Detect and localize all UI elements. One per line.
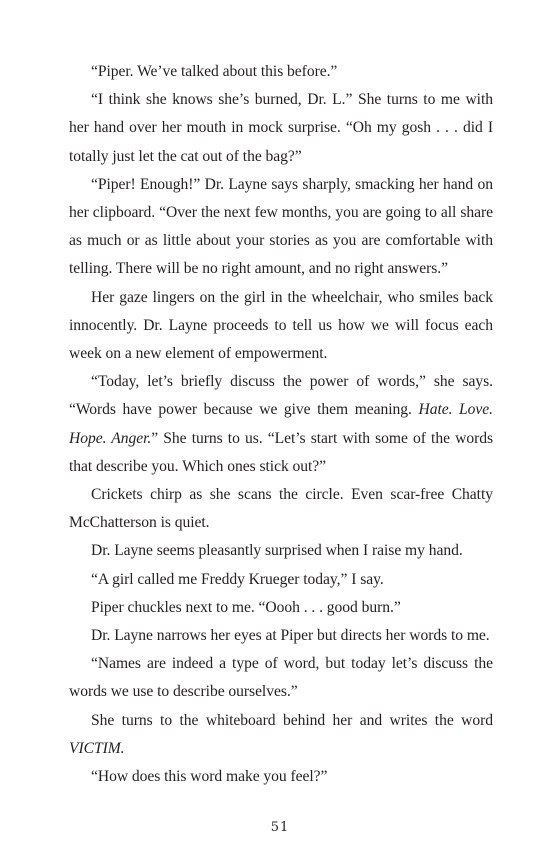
page-number: 51	[270, 820, 290, 835]
paragraph	[69, 284, 493, 369]
text-run: “Piper. We’ve talked about this before.”	[91, 63, 338, 80]
text-run: ” She turns to us. “Let’s start with some of the words that describe you. Which ones stick out?”	[69, 429, 493, 475]
text-run: Her gaze lingers on the girl in the wheelchair, who smiles back innocently. Dr. Layne proceeds to tell us how we will focus each week on a new element of empowerment.	[69, 288, 493, 363]
paragraph	[69, 763, 493, 791]
text-run: “A girl called me Freddy Krueger today,” I say.	[91, 570, 384, 588]
paragraph	[69, 707, 493, 763]
italic-text-run: VICTIM.	[69, 739, 125, 757]
paragraph	[69, 481, 493, 537]
paragraph	[69, 537, 493, 565]
text-run: She turns to the whiteboard behind her and writes the word	[91, 711, 493, 729]
text-run: “Piper! Enough!” Dr. Layne says sharply, smacking her hand on her clipboard. “Over the next few months, you are going to all share as much or as little about your stories as you are comfortable with telling. There will be no right amount, and no right answers.”	[69, 175, 493, 278]
paragraph	[69, 58, 493, 86]
paragraph	[69, 650, 493, 706]
paragraph	[69, 86, 493, 171]
text-run: Dr. Layne seems pleasantly surprised when I raise my hand.	[91, 542, 463, 560]
text-run: “I think she knows she’s burned, Dr. L.” She turns to me with her hand over her mouth in mock surprise. “Oh my gosh . . . did I totally just let the cat out of the bag?”	[69, 91, 493, 165]
text-run: “Today, let’s briefly discuss the power of words,” she says. “Words have power because we give them meaning.	[69, 373, 493, 419]
text-run: “Names are indeed a type of word, but today let’s discuss the words we use to describe ourselves.”	[69, 655, 493, 701]
italic-text-run: Hate. Love. Hope. Anger.	[69, 401, 493, 447]
paragraph	[69, 171, 493, 284]
book-page-body	[69, 58, 493, 791]
text-run: Crickets chirp as she scans the circle. Even scar-free Chatty McChatterson is quiet.	[69, 486, 493, 532]
text-run: Piper chuckles next to me. “Oooh . . . good burn.”	[91, 598, 401, 616]
text-run: Dr. Layne narrows her eyes at Piper but directs her words to me.	[91, 627, 490, 645]
paragraph	[69, 594, 493, 622]
paragraph	[69, 622, 493, 650]
text-run: “How does this word make you feel?”	[91, 768, 328, 786]
paragraph	[69, 368, 493, 481]
paragraph	[69, 566, 493, 594]
